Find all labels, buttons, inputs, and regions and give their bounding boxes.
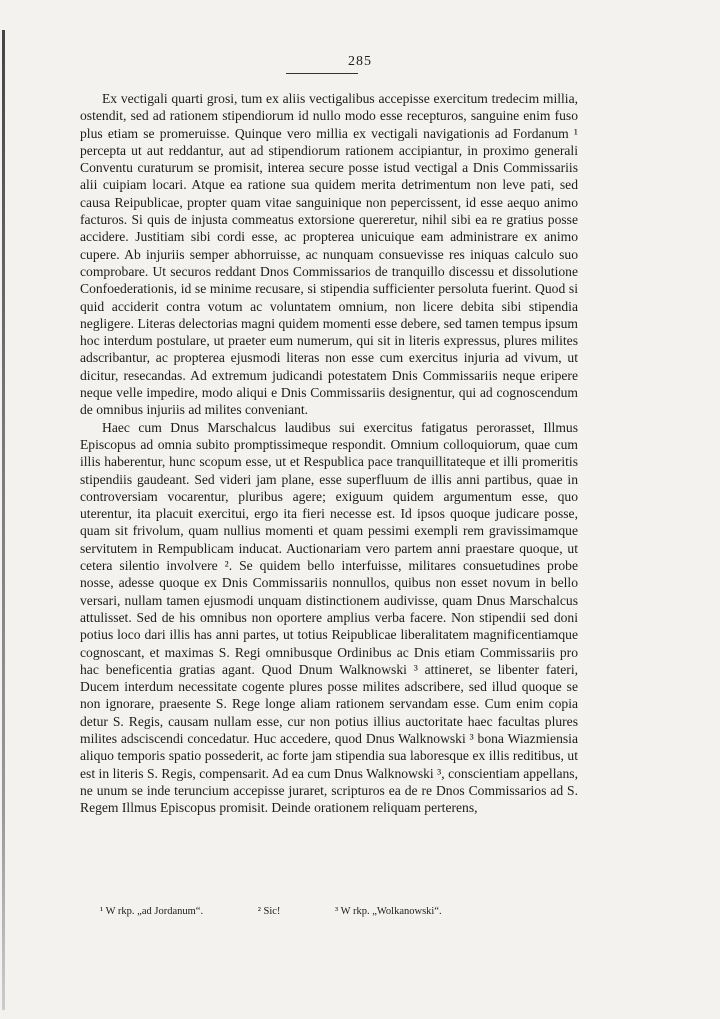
main-text bbox=[80, 90, 578, 816]
paragraph-2: Haec cum Dnus Marschalcus laudibus sui exercitus fatigatus perorasset, Illmus Episcopus ad omnia subito promptissimeque respondit. Omnium colloquiorum, quae cum illis haberentur, hunc scopum esse, ut et Respublica pace tranquillitateque et illi promeritis stipendiis gaudeant. Sed videri jam plane, esse superfluum de illis anni partibus, quae in controversiam vocarentur, pluribus agere; exiguum quidem argumentum esse, quo uterentur, ita placuit exercitui, ergo ita fieri necesse est. Id ipsos quoque judicare posse, quam sit frivolum, quam nullius momenti et quam pessimi exempli rem gravissimamque servitutem in Rempublicam inducat. Auctionariam vero partem anni praestare quoque, ut cetera silentio involvere ². Se quidem bello interfuisse, militares consuetudines probe nosse, adesse quoque ex Dnis Commissariis nonnullos, quibus non esset novum in bello versari, nullam tamen ejusmodi unquam distinctionem audivisse, quam Dnus Marschalcus attulisset. Sed de his omnibus non oportere amplius verba facere. Non stipendii sed doni potius loco dari illis has anni partes, ut totius Reipublicae liberalitatem magnificentiamque cognoscant, et maximas S. Regi omnibusque Ordinibus ac Dnis etiam Commissariis pro hac beneficentia gratias agant. Quod Dnum Walknowski ³ attineret, se libenter fateri, Ducem interdum necessitate cogente plures posse milites adscribere, sed illud quoque se non ignorare, praesente S. Rege longe aliam rationem servandam esse. Cum enim copia detur S. Regis, causam nullam esse, cur non potius illius auctoritate haec facultas plures milites adsciscendi concedatur. Huc accedere, quod Dnus Walknowski ³ bona Wiazmiensia aliquo temporis spatio possederit, ac forte jam stipendia sua laboresque ex illis reditibus, ut est in literis S. Regis, compensarit. Ad ea cum Dnus Walknowski ³, conscientiam appellans, ne unum se inde teruncium accepisse juraret, scripturos ea de re Dnos Commissarios ad S. Regem Illmus Episcopus promisit. Deinde orationem reliquam perterens, bbox=[80, 419, 578, 816]
footnote-2: ² Sic! bbox=[257, 906, 281, 917]
page-edge-shadow bbox=[2, 30, 5, 1010]
footnote-1: ¹ W rkp. „ad Jordanum“. bbox=[100, 906, 204, 917]
paragraph-1: Ex vectigali quarti grosi, tum ex aliis vectigalibus accepisse exercitum tredecim millia, ostendit, sed ad rationem stipendiorum id nullo modo esse recepturos, sanguine enim fuso plus etiam se promeruisse. Quinque vero millia ex vectigali navigationis ad Fordanum ¹ percepta ut aut reddantur, aut ad stipendiorum rationem accipiantur, in proximo generali Conventu curaturum se promisit, interea secure posse istud vectigal a Dnis Commissariis alii cuipiam locari. Atque ea ratione sua quidem merita detrimentum non leve pati, sed causa Reipublicae, propter quam vitae sanguinique non pepercissent, id esse aequo animo facturos. Si quis de injusta commeatus extorsione quereretur, nihil sibi ea re gratius posse accidere. Justitiam sibi cordi esse, ac propterea unicuique eam administrare ex animo cupere. Ab injuriis semper abhorruisse, ac nunquam consuevisse res iniquas calculo suo comprobare. Ut securos reddant Dnos Commissarios de tranquillo discessu et dissolutione Confoederationis, id se minime recusare, si stipendia sufficienter persoluta fuerint. Quod si quid acciderit contra votum ac voluntatem omnium, non licere debita sibi stipendia negligere. Literas delectorias magni quidem momenti esse debere, sed tamen tempus ipsum hoc interdum postulare, ut praeter eum numerum, qui sit in literis expressus, plures milites adscribantur, ac propterea ejusmodi literas non esse cum exercitus injuria ad vivum, ut dicitur, resecandas. Ad extremum judicandi potestatem Dnis Commissariis neque eripere neque velle impedire, modo aliqui e Dnis Commissariis designentur, qui ad cognoscendum de omnibus injuriis ad milites conveniant. bbox=[80, 91, 578, 418]
page-number-rule bbox=[286, 73, 358, 74]
footnote-3: ³ W rkp. „Wolkanowski“. bbox=[335, 906, 442, 917]
page-number: 285 bbox=[348, 54, 372, 69]
footnotes bbox=[100, 905, 620, 919]
